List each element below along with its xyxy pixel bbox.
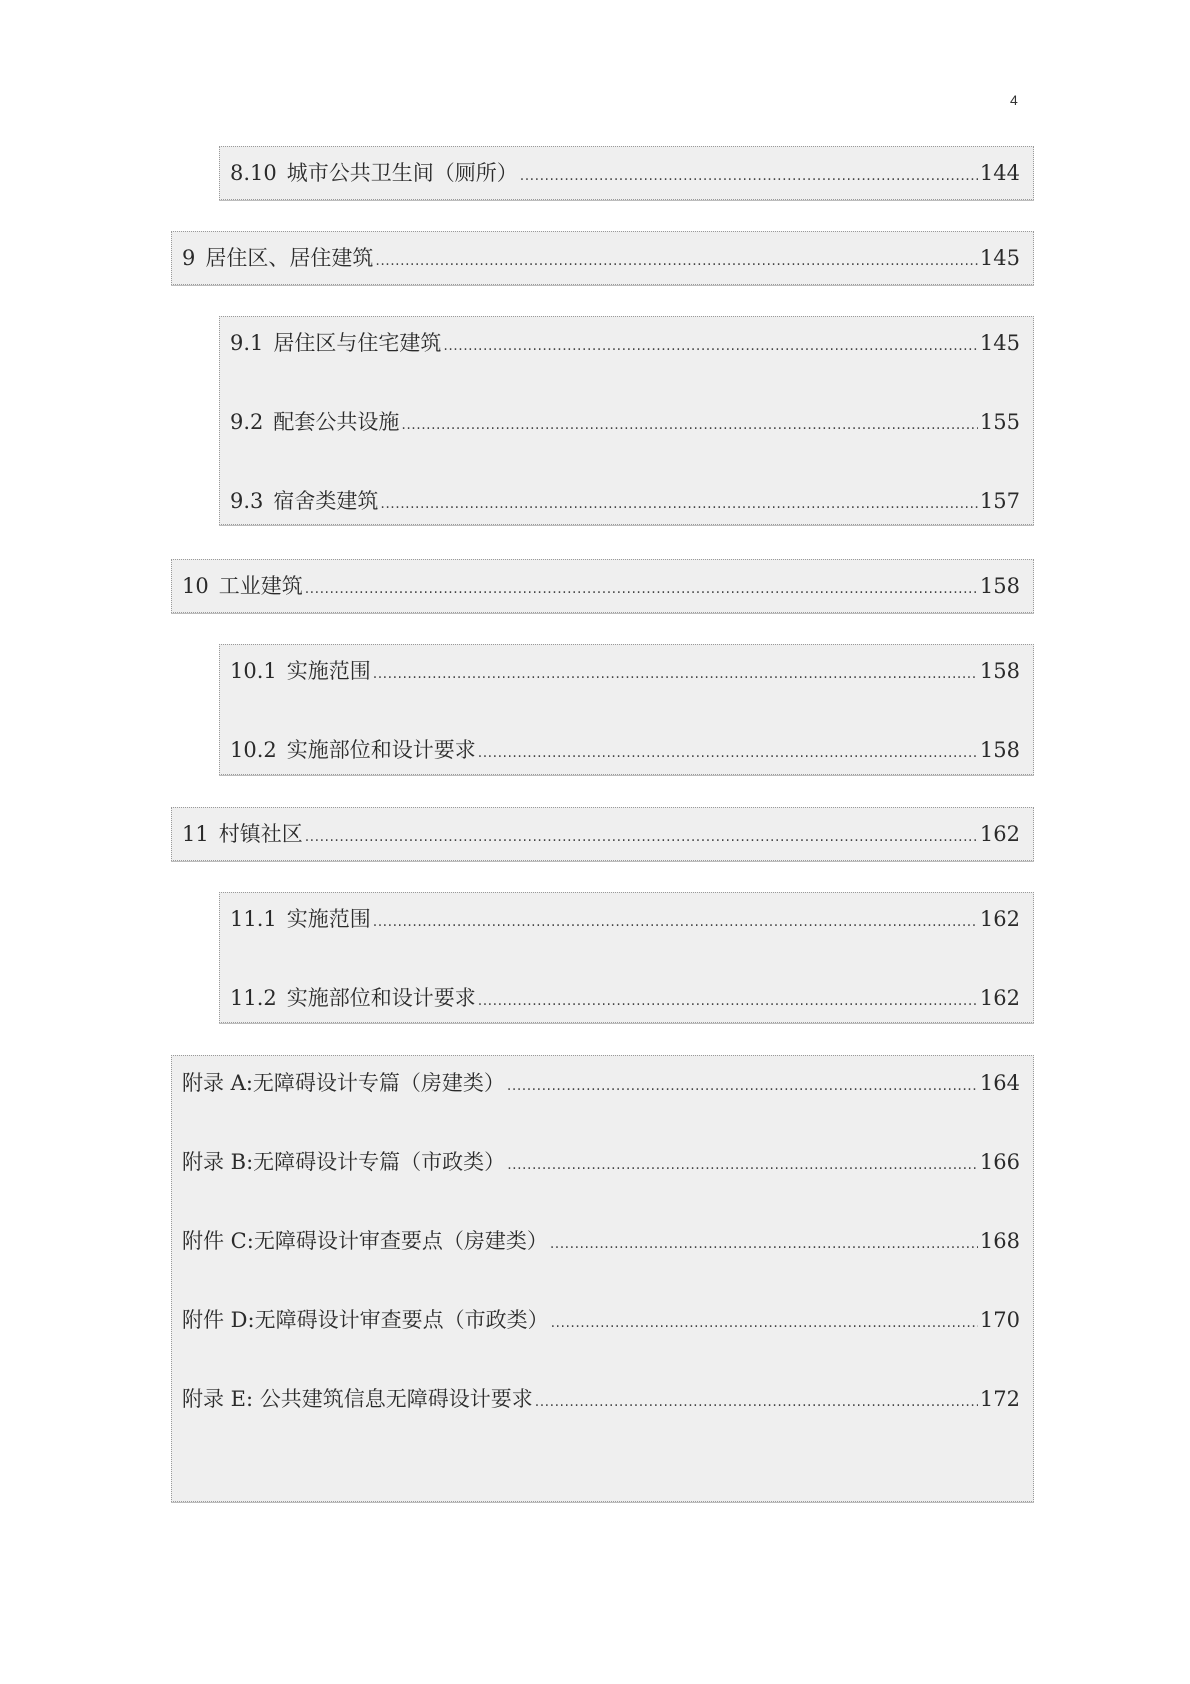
toc-entry-8-10[interactable] <box>230 158 1020 191</box>
entry-title: 实施部位和设计要求 <box>286 738 476 762</box>
leader-dots <box>551 1308 978 1338</box>
entry-title: 附录 A:无障碍设计专篇（房建类） <box>182 1071 505 1095</box>
entry-page: 162 <box>979 907 1020 931</box>
leader-dots <box>478 986 978 1016</box>
entry-title: 村镇社区 <box>218 822 303 846</box>
toc-entry-10-2[interactable] <box>230 735 1020 768</box>
toc-entry-appendix-e[interactable] <box>182 1384 1020 1417</box>
toc-entry-appendix-b[interactable] <box>182 1147 1020 1180</box>
toc-entry-appendix-d[interactable] <box>182 1305 1020 1338</box>
toc-group-appendices <box>171 1055 1034 1502</box>
leader-dots <box>373 659 978 689</box>
entry-page: 155 <box>979 410 1020 434</box>
entry-title: 居住区与住宅建筑 <box>273 331 442 355</box>
entry-number: 9.1 <box>230 331 264 355</box>
toc-entry-9[interactable] <box>182 243 1020 276</box>
leader-dots <box>478 738 978 768</box>
toc-entry-9-2[interactable] <box>230 407 1020 440</box>
leader-dots <box>507 1150 978 1180</box>
entry-title: 附录 E: 公共建筑信息无障碍设计要求 <box>182 1387 533 1411</box>
entry-page: 166 <box>979 1150 1020 1174</box>
entry-page: 172 <box>979 1387 1020 1411</box>
entry-page: 164 <box>979 1071 1020 1095</box>
toc-entry-appendix-c[interactable] <box>182 1226 1020 1259</box>
leader-dots <box>550 1229 978 1259</box>
leader-dots <box>401 410 978 440</box>
leader-dots <box>375 246 978 276</box>
entry-page: 162 <box>979 822 1020 846</box>
toc-entry-10-1[interactable] <box>230 656 1020 689</box>
entry-number: 10 <box>182 574 209 598</box>
entry-title: 实施范围 <box>286 659 371 683</box>
entry-page: 144 <box>979 161 1020 185</box>
entry-title: 工业建筑 <box>218 574 303 598</box>
toc-entry-10[interactable] <box>182 571 1020 604</box>
toc-entry-appendix-a[interactable] <box>182 1068 1020 1101</box>
page-number: 4 <box>1010 92 1018 108</box>
entry-title: 城市公共卫生间（厕所） <box>286 161 518 185</box>
toc-entry-9-1[interactable] <box>230 328 1020 361</box>
entry-number: 11.2 <box>230 986 277 1010</box>
entry-number: 9.3 <box>230 489 264 513</box>
entry-number: 11 <box>182 822 209 846</box>
leader-dots <box>305 822 978 852</box>
entry-title: 附件 C:无障碍设计审查要点（房建类） <box>182 1229 548 1253</box>
entry-title: 居住区、居住建筑 <box>205 246 374 270</box>
entry-page: 162 <box>979 986 1020 1010</box>
entry-number: 8.10 <box>230 161 277 185</box>
entry-page: 158 <box>979 738 1020 762</box>
entry-page: 158 <box>979 659 1020 683</box>
leader-dots <box>507 1071 978 1101</box>
entry-number: 11.1 <box>230 907 277 931</box>
entry-number: 9 <box>182 246 196 270</box>
entry-title: 附件 D:无障碍设计审查要点（市政类） <box>182 1308 549 1332</box>
entry-page: 145 <box>979 331 1020 355</box>
leader-dots <box>443 331 978 361</box>
entry-title: 实施范围 <box>286 907 371 931</box>
entry-page: 145 <box>979 246 1020 270</box>
toc-entry-11-2[interactable] <box>230 983 1020 1016</box>
toc-entry-9-3[interactable] <box>230 486 1020 519</box>
toc-entry-11[interactable] <box>182 819 1020 852</box>
toc-entry-11-1[interactable] <box>230 904 1020 937</box>
entry-title: 宿舍类建筑 <box>273 489 379 513</box>
leader-dots <box>535 1387 978 1417</box>
leader-dots <box>373 907 978 937</box>
entry-title: 实施部位和设计要求 <box>286 986 476 1010</box>
entry-title: 附录 B:无障碍设计专篇（市政类） <box>182 1150 506 1174</box>
entry-number: 10.1 <box>230 659 277 683</box>
leader-dots <box>380 489 978 519</box>
entry-number: 10.2 <box>230 738 277 762</box>
entry-number: 9.2 <box>230 410 264 434</box>
entry-page: 157 <box>979 489 1020 513</box>
entry-title: 配套公共设施 <box>273 410 400 434</box>
entry-page: 168 <box>979 1229 1020 1253</box>
entry-page: 158 <box>979 574 1020 598</box>
leader-dots <box>520 161 978 191</box>
leader-dots <box>305 574 978 604</box>
entry-page: 170 <box>979 1308 1020 1332</box>
